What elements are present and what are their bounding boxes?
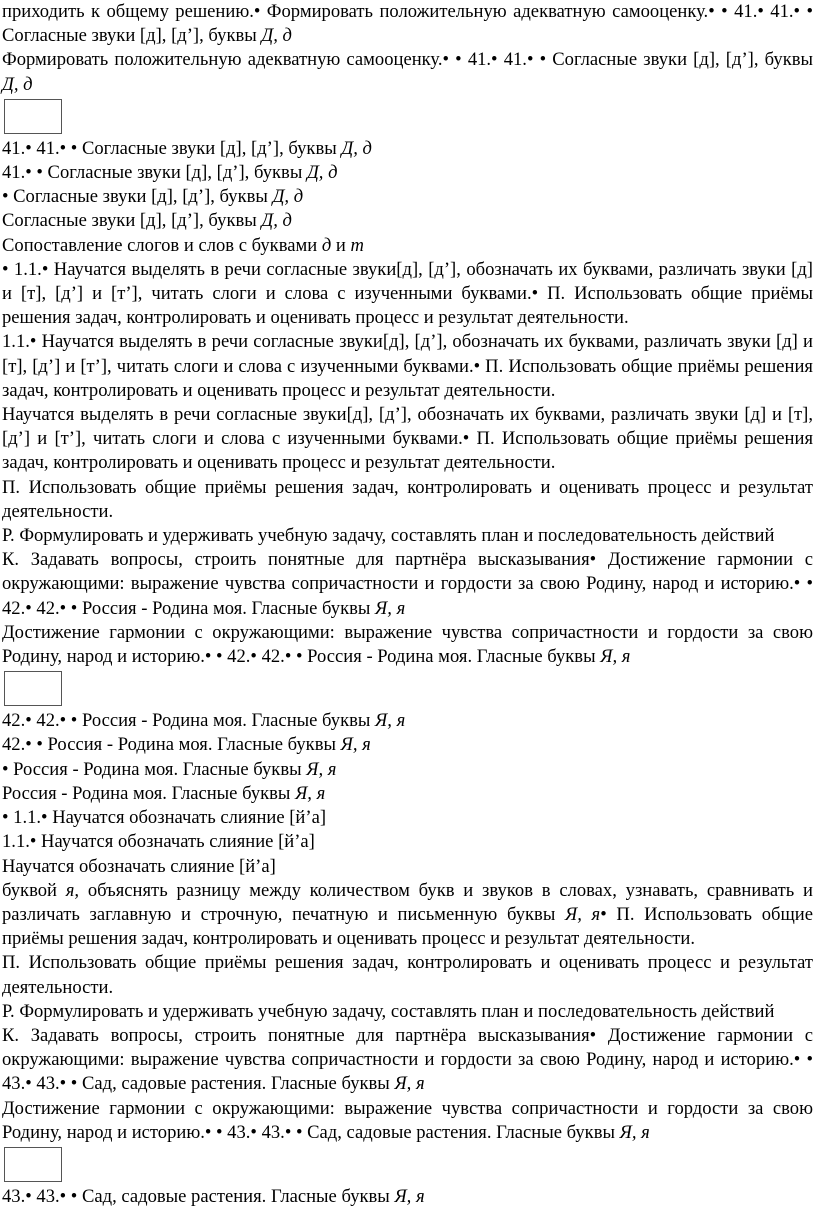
text-run: • 1.1.• Научатся выделять в речи согласные звуки[д], [д’], обозначать их буквами, различать звуки [д] и [т], [д’] и [т’], читать слоги и слова с изученными буквами.• П. Использовать общие приёмы решения задач, контролировать и оценивать процесс и результат деятельности. [2, 258, 813, 329]
text-paragraph [2, 1024, 813, 1097]
text-paragraph [2, 548, 813, 621]
italic-letter-run: Я, я [340, 734, 371, 756]
text-run: Достижение гармонии с окружающими: выражение чувства сопричастности и гордости за свою Родину, народ и историю.• • 42.• 42.• • Россия - Родина моя. Гласные буквы [2, 621, 813, 668]
italic-letter-run: я, [65, 879, 80, 901]
text-run: П. Использовать общие приёмы решения задач, контролировать и оценивать процесс и результат деятельности. [2, 952, 813, 998]
text-run: Достижение гармонии с окружающими: выражение чувства сопричастности и гордости за свою Родину, народ и историю.• • 43.• 43.• • Сад, садовые растения. Гласные буквы [2, 1097, 813, 1143]
text-paragraph [2, 0, 813, 48]
text-run: П. Использовать общие приёмы решения задач, контролировать и оценивать процесс и результат деятельности. [2, 476, 813, 522]
italic-letter-run: Я, я [600, 646, 631, 668]
text-run: 43.• 43.• • Сад, садовые растения. Гласные буквы [2, 1185, 395, 1207]
text-paragraph [2, 806, 813, 830]
text-paragraph [2, 209, 813, 233]
text-paragraph [2, 758, 813, 782]
text-run: Научатся выделять в речи согласные звуки[д], [д’], обозначать их буквами, различать звуки [д] и [т], [д’] и [т’], читать слоги и слова с изученными буквами.• П. Использовать общие приёмы решения задач, контролировать и оценивать процесс и результат деятельности. [2, 404, 813, 474]
text-run: приходить к общему решению.• Формировать положительную адекватную самооценку.• • 41.• 41.• • Согласные звуки [д], [д’], буквы [2, 1, 813, 47]
text-paragraph [2, 185, 813, 209]
text-run: 1.1.• Научатся выделять в речи согласные звуки[д], [д’], обозначать их буквами, различать звуки [д] и [т], [д’] и [т’], читать слоги и слова с изученными буквами.• П. Использовать общие приёмы решения задач, контролировать и оценивать процесс и результат деятельности. [2, 331, 813, 401]
text-run: Научатся обозначать слияние [й’а] [2, 855, 276, 877]
text-paragraph [2, 258, 813, 331]
text-run: К. Задавать вопросы, строить понятные для партнёра высказывания• Достижение гармонии с окружающими: выражение чувства сопричастности и гордости за свою Родину, народ и историю.• • 42.• 42.• • Россия - Родина моя. Гласные буквы [2, 549, 813, 619]
italic-letter-run: Д, д [272, 186, 304, 208]
text-paragraph [2, 48, 813, 96]
text-run: 42.• 42.• • Россия - Родина моя. Гласные буквы [2, 710, 376, 732]
text-paragraph [2, 524, 813, 548]
italic-letter-run: Я, я [565, 903, 601, 925]
text-run: Сопоставление слогов и слов с буквами [2, 234, 322, 256]
text-run: 41.• 41.• • Согласные звуки [д], [д’], буквы [2, 137, 342, 159]
italic-letter-run: т [350, 234, 364, 256]
italic-letter-run: Я, я [375, 597, 406, 619]
italic-letter-run: Д, д [2, 73, 33, 95]
italic-letter-run: Д, д [341, 137, 372, 159]
italic-letter-run: Я, я [306, 758, 337, 780]
empty-table-cell-box [4, 1147, 62, 1182]
italic-letter-run: Д, д [261, 25, 292, 47]
text-run: буквой [2, 879, 66, 901]
text-paragraph [2, 951, 813, 999]
text-run: Согласные звуки [д], [д’], буквы [2, 210, 262, 232]
text-run: Р. Формулировать и удерживать учебную задачу, составлять план и последовательность действий [2, 1000, 775, 1022]
text-run: Р. Формулировать и удерживать учебную задачу, составлять план и последовательность действий [2, 525, 775, 547]
text-run: • 1.1.• Научатся обозначать слияние [й’а] [2, 807, 327, 829]
text-paragraph [2, 1185, 813, 1209]
text-paragraph [2, 137, 813, 161]
text-paragraph [2, 234, 813, 258]
text-paragraph [2, 330, 813, 403]
text-paragraph [2, 782, 813, 806]
text-paragraph [2, 1097, 813, 1145]
text-run: • П. Использовать общие приёмы решения задач, контролировать и оценивать процесс и результат деятельности. [2, 903, 813, 950]
italic-letter-run: Д, д [306, 162, 338, 184]
italic-letter-run: д [321, 234, 332, 256]
text-run: 41.• • Согласные звуки [д], [д’], буквы [2, 162, 307, 184]
text-paragraph [2, 621, 813, 669]
empty-table-cell-box [4, 671, 62, 706]
italic-letter-run: Д, д [261, 210, 292, 232]
text-run: и [331, 234, 351, 256]
text-run: К. Задавать вопросы, строить понятные для партнёра высказывания• Достижение гармонии с окружающими: выражение чувства сопричастности и гордости за свою Родину, народ и историю.• • 43.• 43.• • Сад, садовые растения. Гласные буквы [2, 1024, 813, 1095]
text-paragraph [2, 879, 813, 952]
text-paragraph [2, 733, 813, 757]
text-run: 42.• • Россия - Родина моя. Гласные буквы [2, 734, 341, 756]
text-run: Россия - Родина моя. Гласные буквы [2, 782, 296, 804]
italic-letter-run: Я, я [375, 710, 406, 732]
text-run: Формировать положительную адекватную самооценку.• • 41.• 41.• • Согласные звуки [д], [д’], буквы [2, 49, 813, 71]
italic-letter-run: Я, я [619, 1121, 650, 1143]
italic-letter-run: Я, я [295, 782, 326, 804]
text-paragraph [2, 855, 813, 879]
text-paragraph [2, 161, 813, 185]
text-paragraph [2, 403, 813, 476]
text-paragraph [2, 709, 813, 733]
text-run: • Согласные звуки [д], [д’], буквы [2, 186, 273, 208]
text-run: объяснять разницу между количеством букв и звуков в словах, узнавать, сравнивать и различать заглавную и строчную, печатную и письменную буквы [2, 879, 813, 925]
text-run: 1.1.• Научатся обозначать слияние [й’а] [2, 831, 315, 853]
italic-letter-run: Я, я [394, 1185, 425, 1207]
empty-table-cell-box [4, 99, 62, 134]
text-paragraph [2, 1000, 813, 1024]
text-paragraph [2, 476, 813, 524]
italic-letter-run: Я, я [394, 1073, 425, 1095]
text-run: • Россия - Родина моя. Гласные буквы [2, 758, 307, 780]
text-paragraph [2, 830, 813, 854]
